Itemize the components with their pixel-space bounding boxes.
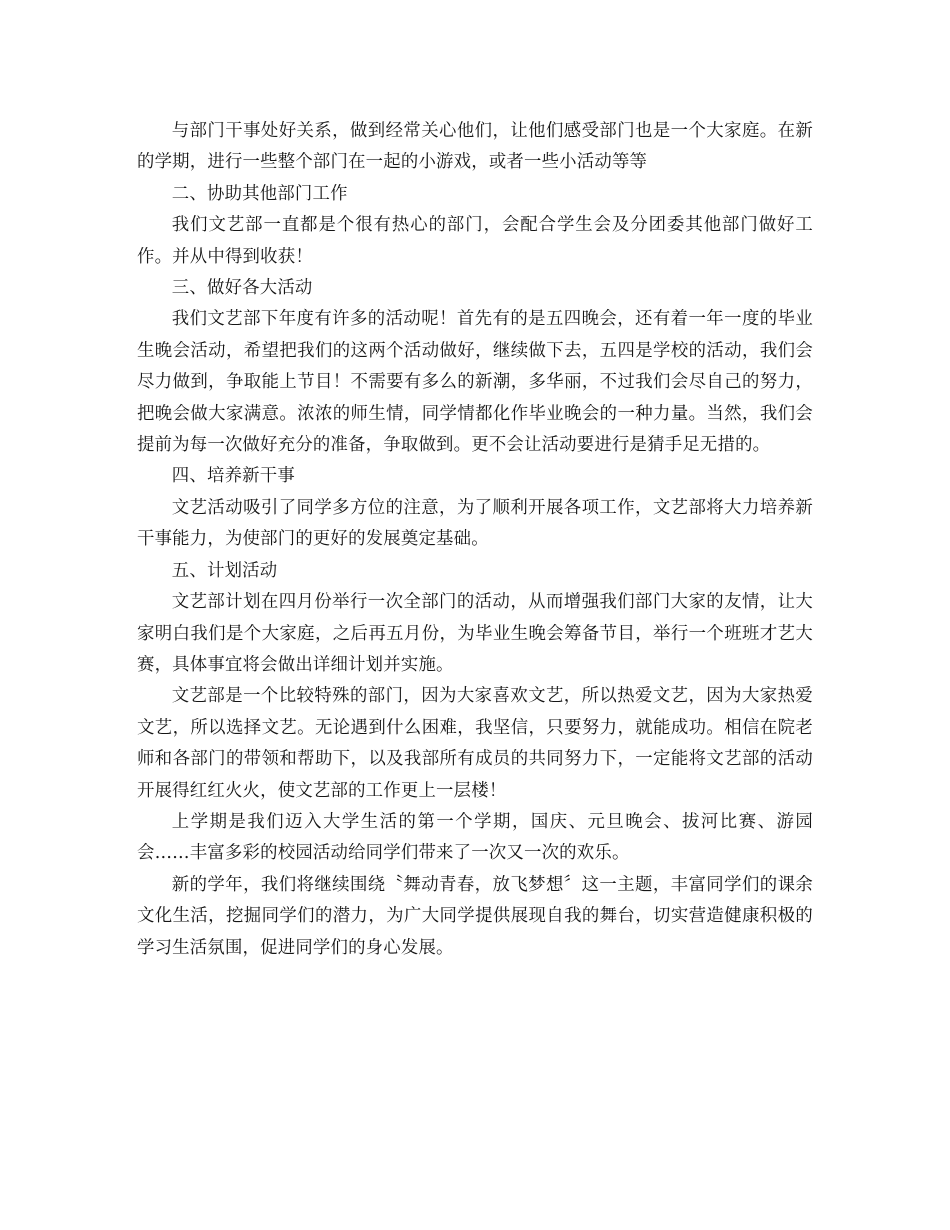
document-page: [137, 116, 813, 964]
body-paragraph: 文艺部计划在四月份举行一次全部门的活动，从而增强我们部门大家的友情，让大家明白我们是个大家庭，之后再五月份，为毕业生晚会筹备节目，举行一个班班才艺大赛，具体事宜将会做出详细计划并实施。: [137, 592, 813, 675]
body-paragraph: 文艺活动吸引了同学多方位的注意，为了顺利开展各项工作，文艺部将大力培养新干事能力，为使部门的更好的发展奠定基础。: [137, 497, 813, 550]
section-heading: 五、计划活动: [171, 560, 278, 581]
body-paragraph: 文艺部是一个比较特殊的部门，因为大家喜欢文艺，所以热爱文艺，因为大家热爱文艺，所以选择文艺。无论遇到什么困难，我坚信，只要努力，就能成功。相信在院老师和各部门的带领和帮助下，以及我部所有成员的共同努力下，一定能将文艺部的活动开展得红红火火，使文艺部的工作更上一层楼！: [137, 686, 813, 801]
body-paragraph: 我们文艺部下年度有许多的活动呢！首先有的是五四晚会，还有着一年一度的毕业生晚会活动，希望把我们的这两个活动做好，继续做下去，五四是学校的活动，我们会尽力做到，争取能上节目！不需要有多么的新潮，多华丽，不过我们会尽自己的努力，把晚会做大家满意。浓浓的师生情，同学情都化作毕业晚会的一种力量。当然，我们会提前为每一次做好充分的准备，争取做到。更不会让活动要进行是猜手足无措的。: [137, 309, 813, 456]
body-paragraph: 与部门干事处好关系，做到经常关心他们，让他们感受部门也是一个大家庭。在新的学期，进行一些整个部门在一起的小游戏，或者一些小活动等等: [137, 121, 813, 173]
section-heading: 三、做好各大活动: [171, 278, 313, 299]
body-paragraph: 我们文艺部一直都是个很有热心的部门，会配合学生会及分团委其他部门做好工作。并从中得到收获！: [137, 215, 813, 267]
section-heading: 二、协助其他部门工作: [171, 183, 348, 204]
section-heading: 四、培养新干事: [171, 466, 295, 487]
body-paragraph: 上学期是我们迈入大学生活的第一个学期，国庆、元旦晚会、拔河比赛、游园会……丰富多彩的校园活动给同学们带来了一次又一次的欢乐。: [137, 811, 813, 864]
body-paragraph: 新的学年，我们将继续围绕〝舞动青春，放飞梦想〞这一主题，丰富同学们的课余文化生活，挖掘同学们的潜力，为广大同学提供展现自我的舞台，切实营造健康积极的学习生活氛围，促进同学们的身心发展。: [137, 874, 813, 958]
